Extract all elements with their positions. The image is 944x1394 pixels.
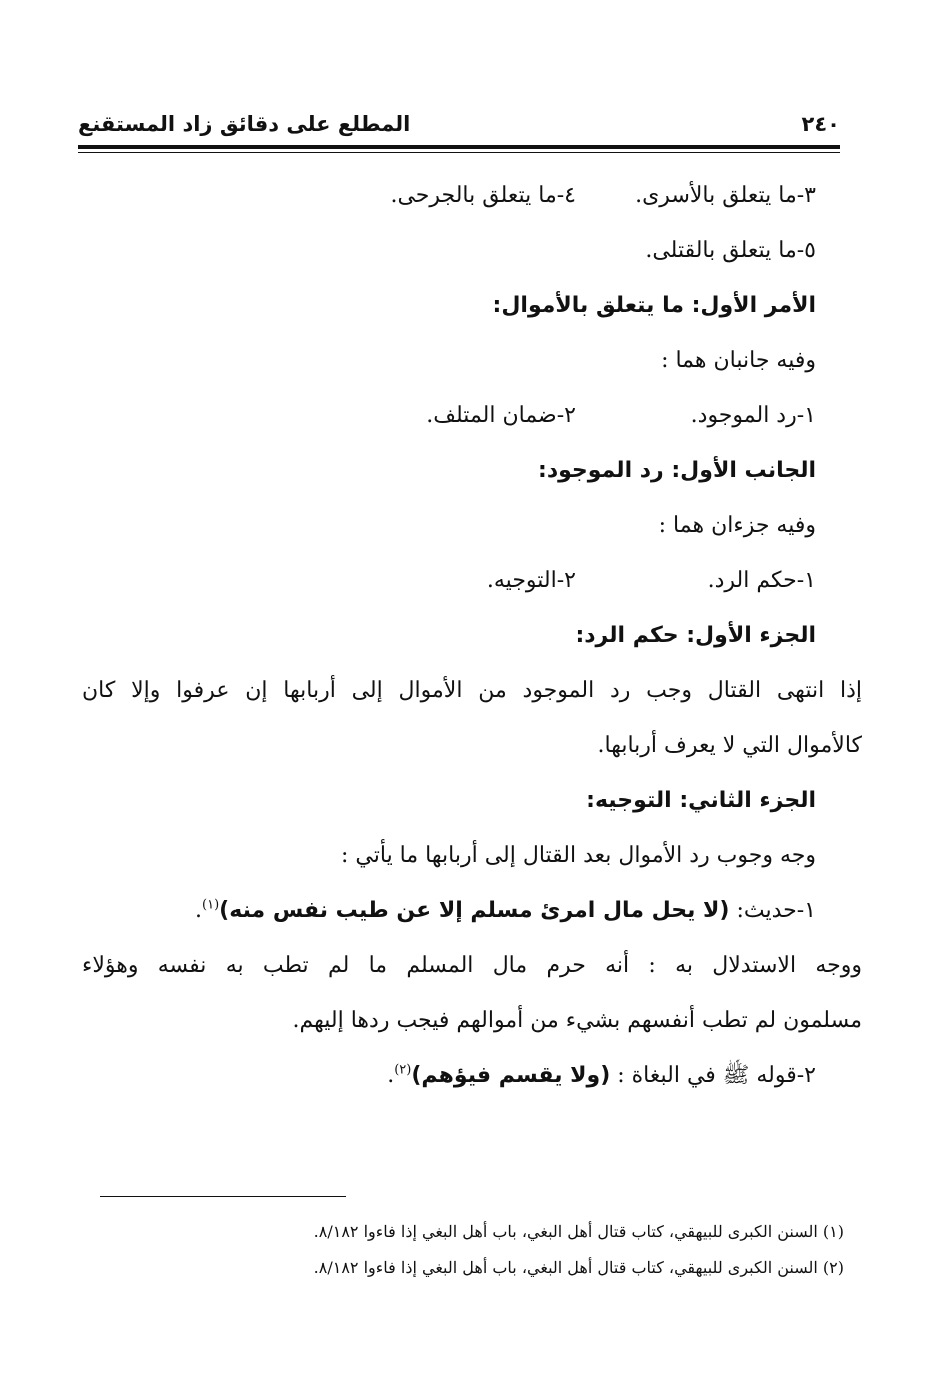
paragraph-line: مسلمون لم تطب أنفسهم بشيء من أموالهم فيجب ردها إليهم. [292, 1008, 862, 1033]
part-heading: الجزء الأول: حكم الرد: [575, 623, 816, 648]
evidence-1 [82, 883, 816, 938]
footnotes [100, 1214, 844, 1286]
main-text [82, 168, 862, 1103]
page-number: ٢٤٠ [801, 112, 840, 136]
list-item-4: ٤-ما يتعلق بالجرحى. [390, 183, 576, 208]
header-rule-thin [78, 152, 840, 153]
evidence-2 [82, 1048, 816, 1103]
paragraph-line: كالأموال التي لا يعرف أربابها. [597, 733, 862, 758]
part-item-1: ١-حكم الرد. [707, 568, 816, 593]
parts-row [82, 553, 816, 608]
running-title: المطلع على دقائق زاد المستقنع [78, 112, 411, 136]
hadith-quote: (لا يحل مال امرئ مسلم إلا عن طيب نفس منه) [219, 898, 730, 923]
sentence-end: . [387, 1063, 395, 1088]
intro-line: وفيه جانبان هما : [661, 348, 816, 373]
footnote-1: (١) السنن الكبرى للبيهقي، كتاب قتال أهل البغي، باب أهل البغي إذا فاءوا ٨/١٨٢. [313, 1222, 844, 1241]
list-item-5: ٥-ما يتعلق بالقتلى. [645, 238, 816, 263]
sentence-end: . [195, 898, 203, 923]
intro-line: وجه وجوب رد الأموال بعد القتال إلى أربابها ما يأتي : [341, 843, 816, 868]
sides-row [82, 388, 816, 443]
evidence-prefix: ١-حديث: [729, 898, 816, 923]
paragraph-line: إذا انتهى القتال وجب رد الموجود من الأموال إلى أربابها إن عرفوا وإلا كان [82, 678, 862, 703]
evidence-prefix: ٢-قوله ﷺ في البغاة : [610, 1063, 816, 1088]
paragraph-line: ووجه الاستدلال به : أنه حرم مال المسلم ما لم تطب به نفسه وهؤلاء [82, 953, 862, 978]
list-row-3-4 [82, 168, 816, 223]
page-header [78, 104, 840, 144]
footnote-separator [100, 1196, 346, 1197]
intro-line: وفيه جزءان هما : [658, 513, 816, 538]
footnote-2: (٢) السنن الكبرى للبيهقي، كتاب قتال أهل البغي، باب أهل البغي إذا فاءوا ٨/١٨٢. [313, 1258, 844, 1277]
hadith-quote: (ولا يقسم فيؤهم) [411, 1063, 611, 1088]
footnote-ref: (١) [202, 897, 220, 913]
subsection-heading: الجانب الأول: رد الموجود: [538, 458, 816, 483]
header-rule-thick [78, 145, 840, 149]
part-heading: الجزء الثاني: التوجيه: [586, 788, 816, 813]
list-item-3: ٣-ما يتعلق بالأسرى. [635, 183, 816, 208]
section-heading: الأمر الأول: ما يتعلق بالأموال: [492, 293, 816, 318]
side-item-1: ١-رد الموجود. [690, 403, 816, 428]
side-item-2: ٢-ضمان المتلف. [426, 403, 576, 428]
footnote-ref: (٢) [394, 1062, 412, 1078]
part-item-2: ٢-التوجيه. [486, 568, 576, 593]
